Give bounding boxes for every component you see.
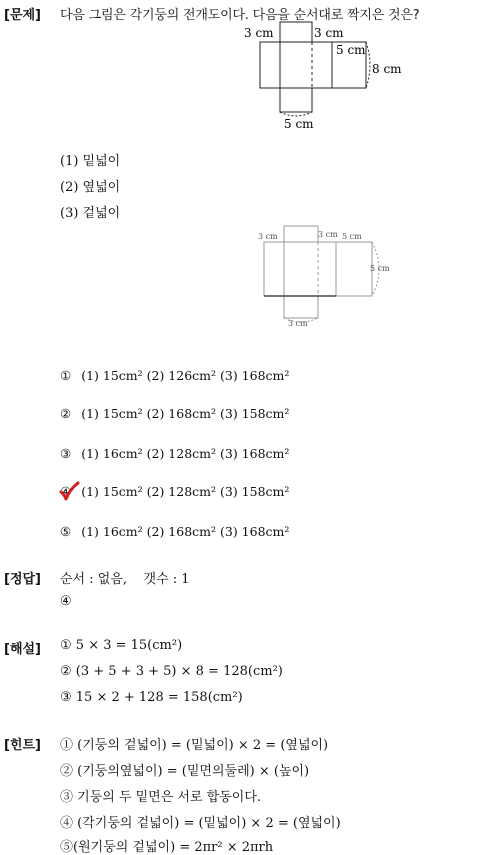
- net-top-cap: [280, 22, 312, 42]
- prism-net-diagram-2: [256, 222, 396, 330]
- net-face-mid: [336, 242, 372, 296]
- prism-net-diagram: [240, 18, 410, 132]
- net-dimension-arc: [366, 42, 370, 88]
- dim-label: 5 cm: [284, 117, 314, 131]
- choice-text: (1) 15cm² (2) 128cm² (3) 158cm²: [81, 484, 290, 499]
- answer-line: 순서 : 없음, 갯수 : 1: [60, 572, 190, 587]
- sub-item-2: (2) 옆넓이: [60, 180, 121, 195]
- dim-label: 3 cm: [318, 230, 338, 239]
- net-face-center: [280, 42, 332, 88]
- explanation-line-3: ③ 15 × 2 + 128 = 158(cm²): [60, 690, 243, 705]
- explanation-line-1: ① 5 × 3 = 15(cm²): [60, 638, 183, 653]
- choice-3[interactable]: [60, 446, 289, 461]
- sub-item-1: (1) 밑넓이: [60, 154, 121, 169]
- net-face-center: [284, 242, 336, 296]
- answer-value: ④: [60, 594, 72, 609]
- explanation-label: [해설]: [4, 642, 41, 657]
- dim-label: 3 cm: [288, 319, 308, 328]
- dim-label: 8 cm: [372, 62, 402, 76]
- choice-4[interactable]: [60, 484, 289, 499]
- net-bottom-cap: [280, 88, 312, 112]
- checkmark-icon: [58, 480, 80, 502]
- dim-label: 5 cm: [370, 264, 390, 273]
- choice-text: (1) 16cm² (2) 168cm² (3) 168cm²: [81, 524, 290, 539]
- net-dimension-arc: [280, 112, 312, 116]
- hint-line-1: ① (기둥의 겉넓이) = (밑넓이) × 2 = (옆넓이): [60, 738, 329, 753]
- choice-text: (1) 15cm² (2) 126cm² (3) 168cm²: [81, 368, 290, 383]
- sub-item-3: (3) 겉넓이: [60, 206, 121, 221]
- dim-label: 5 cm: [336, 43, 366, 57]
- net-bottom-cap: [284, 296, 318, 318]
- net-face-left: [264, 242, 284, 296]
- hint-line-2: ② (기둥의옆넓이) = (밑면의둘레) × (높이): [60, 764, 310, 779]
- dim-label: 5 cm: [342, 232, 362, 241]
- net-face-left: [260, 42, 280, 88]
- choice-number: ⑤: [60, 524, 72, 539]
- dim-label: 3 cm: [314, 26, 344, 40]
- explanation-line-2: ② (3 + 5 + 3 + 5) × 8 = 128(cm²): [60, 664, 283, 679]
- choice-number: ②: [60, 406, 72, 421]
- choice-2[interactable]: [60, 406, 289, 421]
- hint-line-3: ③ 기둥의 두 밑면은 서로 합동이다.: [60, 790, 262, 805]
- hint-line-4: ④ (각기둥의 겉넓이) = (밑넓이) × 2 = (옆넓이): [60, 816, 341, 831]
- choice-text: (1) 16cm² (2) 128cm² (3) 168cm²: [81, 446, 290, 461]
- choice-5[interactable]: [60, 524, 289, 539]
- choice-number: ④: [60, 484, 72, 499]
- dim-label: 3 cm: [244, 26, 274, 40]
- hint-label: [힌트]: [4, 738, 41, 753]
- question-text: 다음 그림은 각기둥의 전개도이다. 다음을 순서대로 짝지은 것은?: [60, 8, 420, 23]
- choice-number: ③: [60, 446, 72, 461]
- choice-1[interactable]: [60, 368, 289, 383]
- question-label: [문제]: [4, 8, 41, 23]
- choice-number: ①: [60, 368, 72, 383]
- net-top-cap: [284, 226, 318, 242]
- choice-text: (1) 15cm² (2) 168cm² (3) 158cm²: [81, 406, 290, 421]
- dim-label: 3 cm: [258, 232, 278, 241]
- answer-label: [정답]: [4, 572, 41, 587]
- hint-line-5: ⑤(원기둥의 겉넓이) = 2πr² × 2πrh: [60, 840, 274, 855]
